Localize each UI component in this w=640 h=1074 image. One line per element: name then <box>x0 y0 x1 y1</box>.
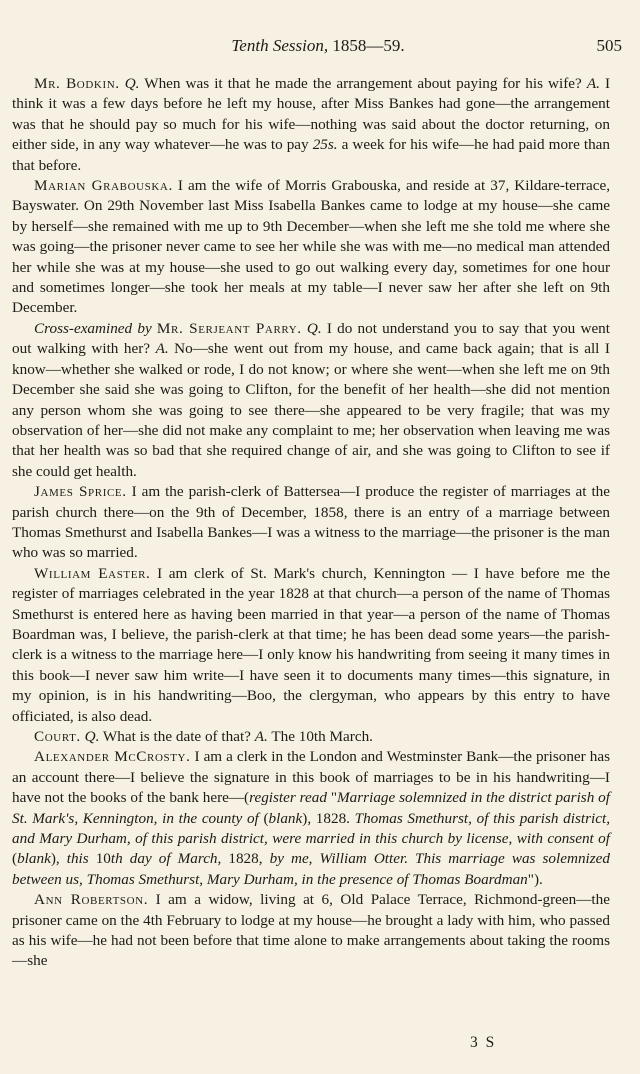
body-text: " <box>326 789 338 807</box>
body-text: I am a widow, living at 6, Old Palace Terrace, Richmond-green—the prisoner came on the 4th February to lodge at my house—he brought a lady with him, who passed as his wife—he had not been before that time alone to make arrangements about taking the rooms—she <box>12 891 610 970</box>
testimony-text <box>12 74 610 972</box>
italic-text: A. <box>586 75 600 92</box>
italic-text: blank <box>268 809 303 827</box>
body-text: I am the parish-clerk of Battersea—I produce the register of marriages at the parish church there—on the 9th of December, 1858, there is an entry of a marriage between Thomas Smethurst and Isabella Bankes—I was a witness to the marriage—the prisoner is the man who was so married. <box>12 483 610 562</box>
italic-text: Cross-examined by <box>34 319 152 337</box>
small-caps-text: Mr. Serjeant Parry. <box>156 319 302 337</box>
body-text: 10 <box>88 850 111 868</box>
testimony-paragraph <box>12 482 610 564</box>
body-text: ), <box>50 850 67 868</box>
body-text: No—she went out from my house, and came back again; that is all I know—whether she walked or rode, I do not know; or where she went—when she left me on 9th December she said she was going to Clifton, for the benefit of her health—she did not mention any person whom she was going to see there—she appeared to be very fragile; that was my observation of her—she did not make any complaint to me; her observation when leaving me was that her health was so bad that she required change of air, and she was going to Clifton to see if she could get health. <box>12 340 610 480</box>
body-text: When was it that he made the arrangement about paying for his wife? <box>139 75 587 92</box>
session-years: 1858—59. <box>332 36 405 55</box>
speaker-name: James Sprice. <box>34 483 127 501</box>
printer-signature-mark: 3 S <box>470 1034 497 1051</box>
testimony-paragraph <box>12 74 610 176</box>
italic-text: this <box>66 850 89 868</box>
running-title <box>12 36 624 56</box>
body-text: 1828, <box>221 850 270 868</box>
testimony-paragraph <box>12 319 610 482</box>
running-header <box>12 34 624 58</box>
body-text: ), 1828. <box>302 809 355 827</box>
italic-text: Q. <box>306 319 322 337</box>
testimony-paragraph <box>12 727 610 747</box>
italic-text: 25s. <box>312 136 338 154</box>
italic-text: A. <box>155 340 169 358</box>
italic-text: Thomas Smethurst, of this parish district, and Mary Durham, of this parish district, were married in this church by license, with consent of <box>12 809 611 848</box>
speaker-name: Mr. Bodkin. <box>34 75 120 92</box>
body-text: a week for his wife—he had paid more than that before. <box>12 136 611 174</box>
italic-text: A. <box>254 728 268 745</box>
italic-text: Marriage solemnized in the district parish of St. Mark's, Kennington, in the county of <box>12 789 610 827</box>
speaker-name: Marian Grabouska. <box>34 177 173 195</box>
speaker-name: Ann Robertson. <box>34 891 149 909</box>
page-number: 505 <box>596 36 622 55</box>
speaker-name: William Easter. <box>34 564 151 582</box>
body-text: "). <box>527 870 543 888</box>
testimony-paragraph <box>12 564 610 727</box>
body-text: I am a clerk in the London and Westminster Bank—the prisoner has an account there—I believe the signature in this book of marriages to be in his handwriting—I have not the books of the bank here—( <box>12 748 610 807</box>
body-text: ( <box>258 809 269 827</box>
body-text: The 10th March. <box>267 728 373 745</box>
italic-text: Q. <box>84 728 100 745</box>
body-text: I am clerk of St. Mark's church, Kennington — I have before me the register of marriages celebrated in the year 1828 at that church—a person of the name of Thomas Smethurst is entered here as having been married in that year—a person of the name of Thomas Boardman was, I believe, the parish-clerk at that time; he has been dead some years—the parish-clerk is a witness to the marriage here—I only know his handwriting from seeing it many times in this book—I never saw him write—I have seen it to documents many times—this signature, in my opinion, is in his handwriting—Boo, the clergyman, who appears by this entry to have officiated, is also dead. <box>12 564 610 725</box>
testimony-paragraph <box>12 176 610 319</box>
session-title: Tenth Session, <box>231 36 329 55</box>
italic-text: Q. <box>124 75 140 92</box>
body-text: What is the date of that? <box>99 728 255 745</box>
italic-text: blank <box>17 850 51 868</box>
body-text: I do not understand you to say that you went out walking with her? <box>12 319 610 358</box>
speaker-name: Court. <box>34 728 81 745</box>
body-text: ( <box>12 850 18 868</box>
italic-text: by me, William Otter. This marriage was solemnized between us, Thomas Smethurst, Mary Durham, in the presence of Thomas Boardman <box>12 850 611 888</box>
testimony-paragraph <box>12 890 610 972</box>
body-text: I am the wife of Morris Grabouska, and reside at 37, Kildare-terrace, Bayswater. On 29th November last Miss Isabella Bankes came to lodge at my house—she came by herself—she remained with me up to 9th December—when she left me she told me where she was going—the prisoner never came to see her while she was with me—no medical man attended her while she was at my house—she used to go out walking every day, sometimes for one hour and sometimes longer—she took her meals at my table—I never saw her after she left on 9th December. <box>12 177 610 317</box>
italic-text: th day of March, <box>110 850 222 868</box>
testimony-paragraph <box>12 747 610 890</box>
italic-text: register read <box>249 789 327 807</box>
body-text: I think it was a few days before he left my house, after Miss Bankes had gone—the arrangement was that he should pay so much for his wife—nothing was said about the doctor returning, on either side, in any way whatever—he was to pay <box>12 75 611 154</box>
speaker-name: Alexander McCrosty. <box>34 748 191 766</box>
